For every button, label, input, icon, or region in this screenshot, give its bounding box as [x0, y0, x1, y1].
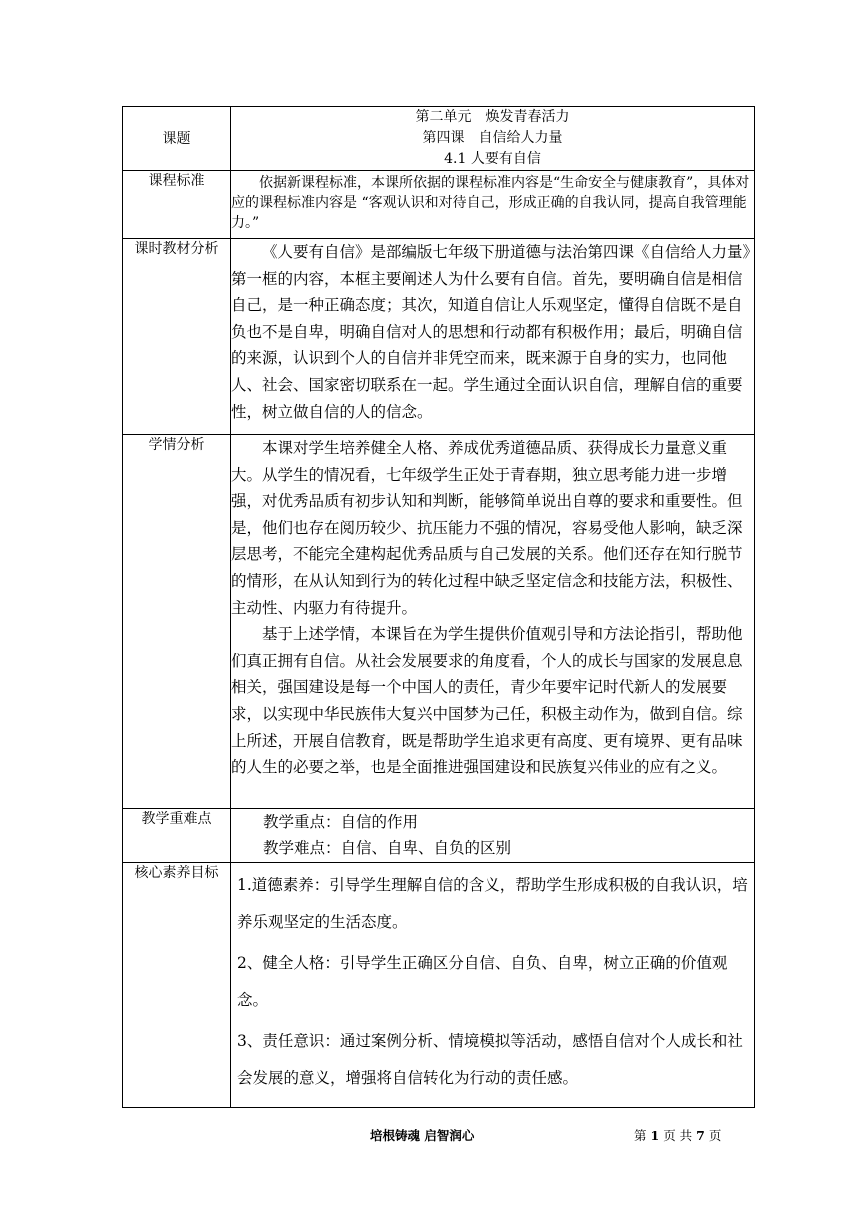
row-topic [123, 107, 755, 171]
row-standard [123, 171, 755, 239]
students-para-1: 本课对学生培养健全人格、养成优秀道德品质、获得成长力量意义重大。从学生的情况看，七年级学生正处于青春期，独立思考能力进一步增强，对优秀品质有初步认知和判断，能够简单说出自尊的要求和重要性。但是，他们也存在阅历较少、抗压能力不强的情况，容易受他人影响，缺乏深层思考，不能完全建构起优秀品质与自己发展的关系。他们还存在知行脱节的情形，在从认知到行为的转化过程中缺乏坚定信念和技能方法，积极性、主动性、内驱力有待提升。 [231, 439, 743, 617]
lesson-plan-table [122, 106, 755, 1108]
goal-responsibility: 3、责任意识：通过案例分析、情境模拟等活动，感悟自信对个人成长和社会发展的意义，增强将自信转化为行动的责任感。 [237, 1032, 743, 1087]
row-students [123, 435, 755, 809]
standard-text: 依据新课程标准，本课所依据的课程标准内容是“生命安全与健康教育”，具体对应的课程标准内容是 “客观认识和对待自己，形成正确的自我认同，提高自我管理能力。” [231, 175, 750, 231]
row-keypoints [123, 809, 755, 863]
standard-content [231, 171, 755, 239]
students-para-2: 基于上述学情，本课旨在为学生提供价值观引导和方法论指引，帮助他们真正拥有自信。从社会发展要求的角度看，个人的成长与国家的发展息息相关，强国建设是每一个中国人的责任，青少年要牢记时代新人的发展要求，以实现中华民族伟大复兴中国梦为己任，积极主动作为，做到自信。综上所述，开展自信教育，既是帮助学生追求更有高度、更有境界、更有品味的人生的必要之举，也是全面推进强国建设和民族复兴伟业的应有之义。 [231, 625, 743, 777]
page-current: 1 [650, 1128, 660, 1143]
label-students: 学情分析 [123, 435, 231, 809]
label-literacy: 核心素养目标 [123, 863, 231, 1108]
material-text: 《人要有自信》是部编版七年级下册道德与法治第四课《自信给人力量》第一框的内容，本框主要阐述人为什么要有自信。首先，要明确自信是相信自己，是一种正确态度；其次，知道自信让人乐观坚定，懂得自信既不是自负也不是自卑，明确自信对人的思想和行动都有积极作用；最后，明确自信的来源，认识到个人的自信并非凭空而来，既来源于自身的实力，也同他人、社会、国家密切联系在一起。学生通过全面认识自信，理解自信的重要性，树立做自信的人的信念。 [231, 243, 751, 421]
goal-personality: 2、健全人格：引导学生正确区分自信、自负、自卑，树立正确的价值观念。 [237, 954, 728, 1009]
lesson-title: 第四课 自信给人力量 [422, 130, 563, 146]
key-point: 教学重点：自信的作用 [263, 813, 419, 831]
footer-motto: 培根铸魂 启智润心 [370, 1128, 475, 1143]
label-topic: 课题 [123, 107, 231, 171]
page-middle: 页 共 [663, 1128, 693, 1143]
topic-content [231, 107, 755, 171]
page-suffix: 页 [708, 1128, 722, 1143]
keypoints-content [231, 809, 755, 863]
page-prefix: 第 [634, 1128, 647, 1143]
section-title: 4.1 人要有自信 [444, 151, 541, 167]
difficult-point: 教学难点：自信、自卑、自负的区别 [263, 839, 512, 857]
goal-spacer [237, 1097, 754, 1107]
label-standard: 课程标准 [123, 171, 231, 239]
material-content [231, 239, 755, 435]
label-material: 课时教材分析 [123, 239, 231, 435]
page-number [634, 1126, 721, 1144]
literacy-content [231, 863, 755, 1108]
row-literacy [123, 863, 755, 1108]
row-material [123, 239, 755, 435]
page-total: 7 [696, 1128, 705, 1143]
goal-moral: 1.道德素养：引导学生理解自信的含义，帮助学生形成积极的自我认识，培养乐观坚定的生活态度。 [237, 876, 748, 931]
students-content [231, 435, 755, 809]
label-keypoints: 教学重难点 [123, 809, 231, 863]
unit-title: 第二单元 焕发青春活力 [415, 109, 570, 125]
